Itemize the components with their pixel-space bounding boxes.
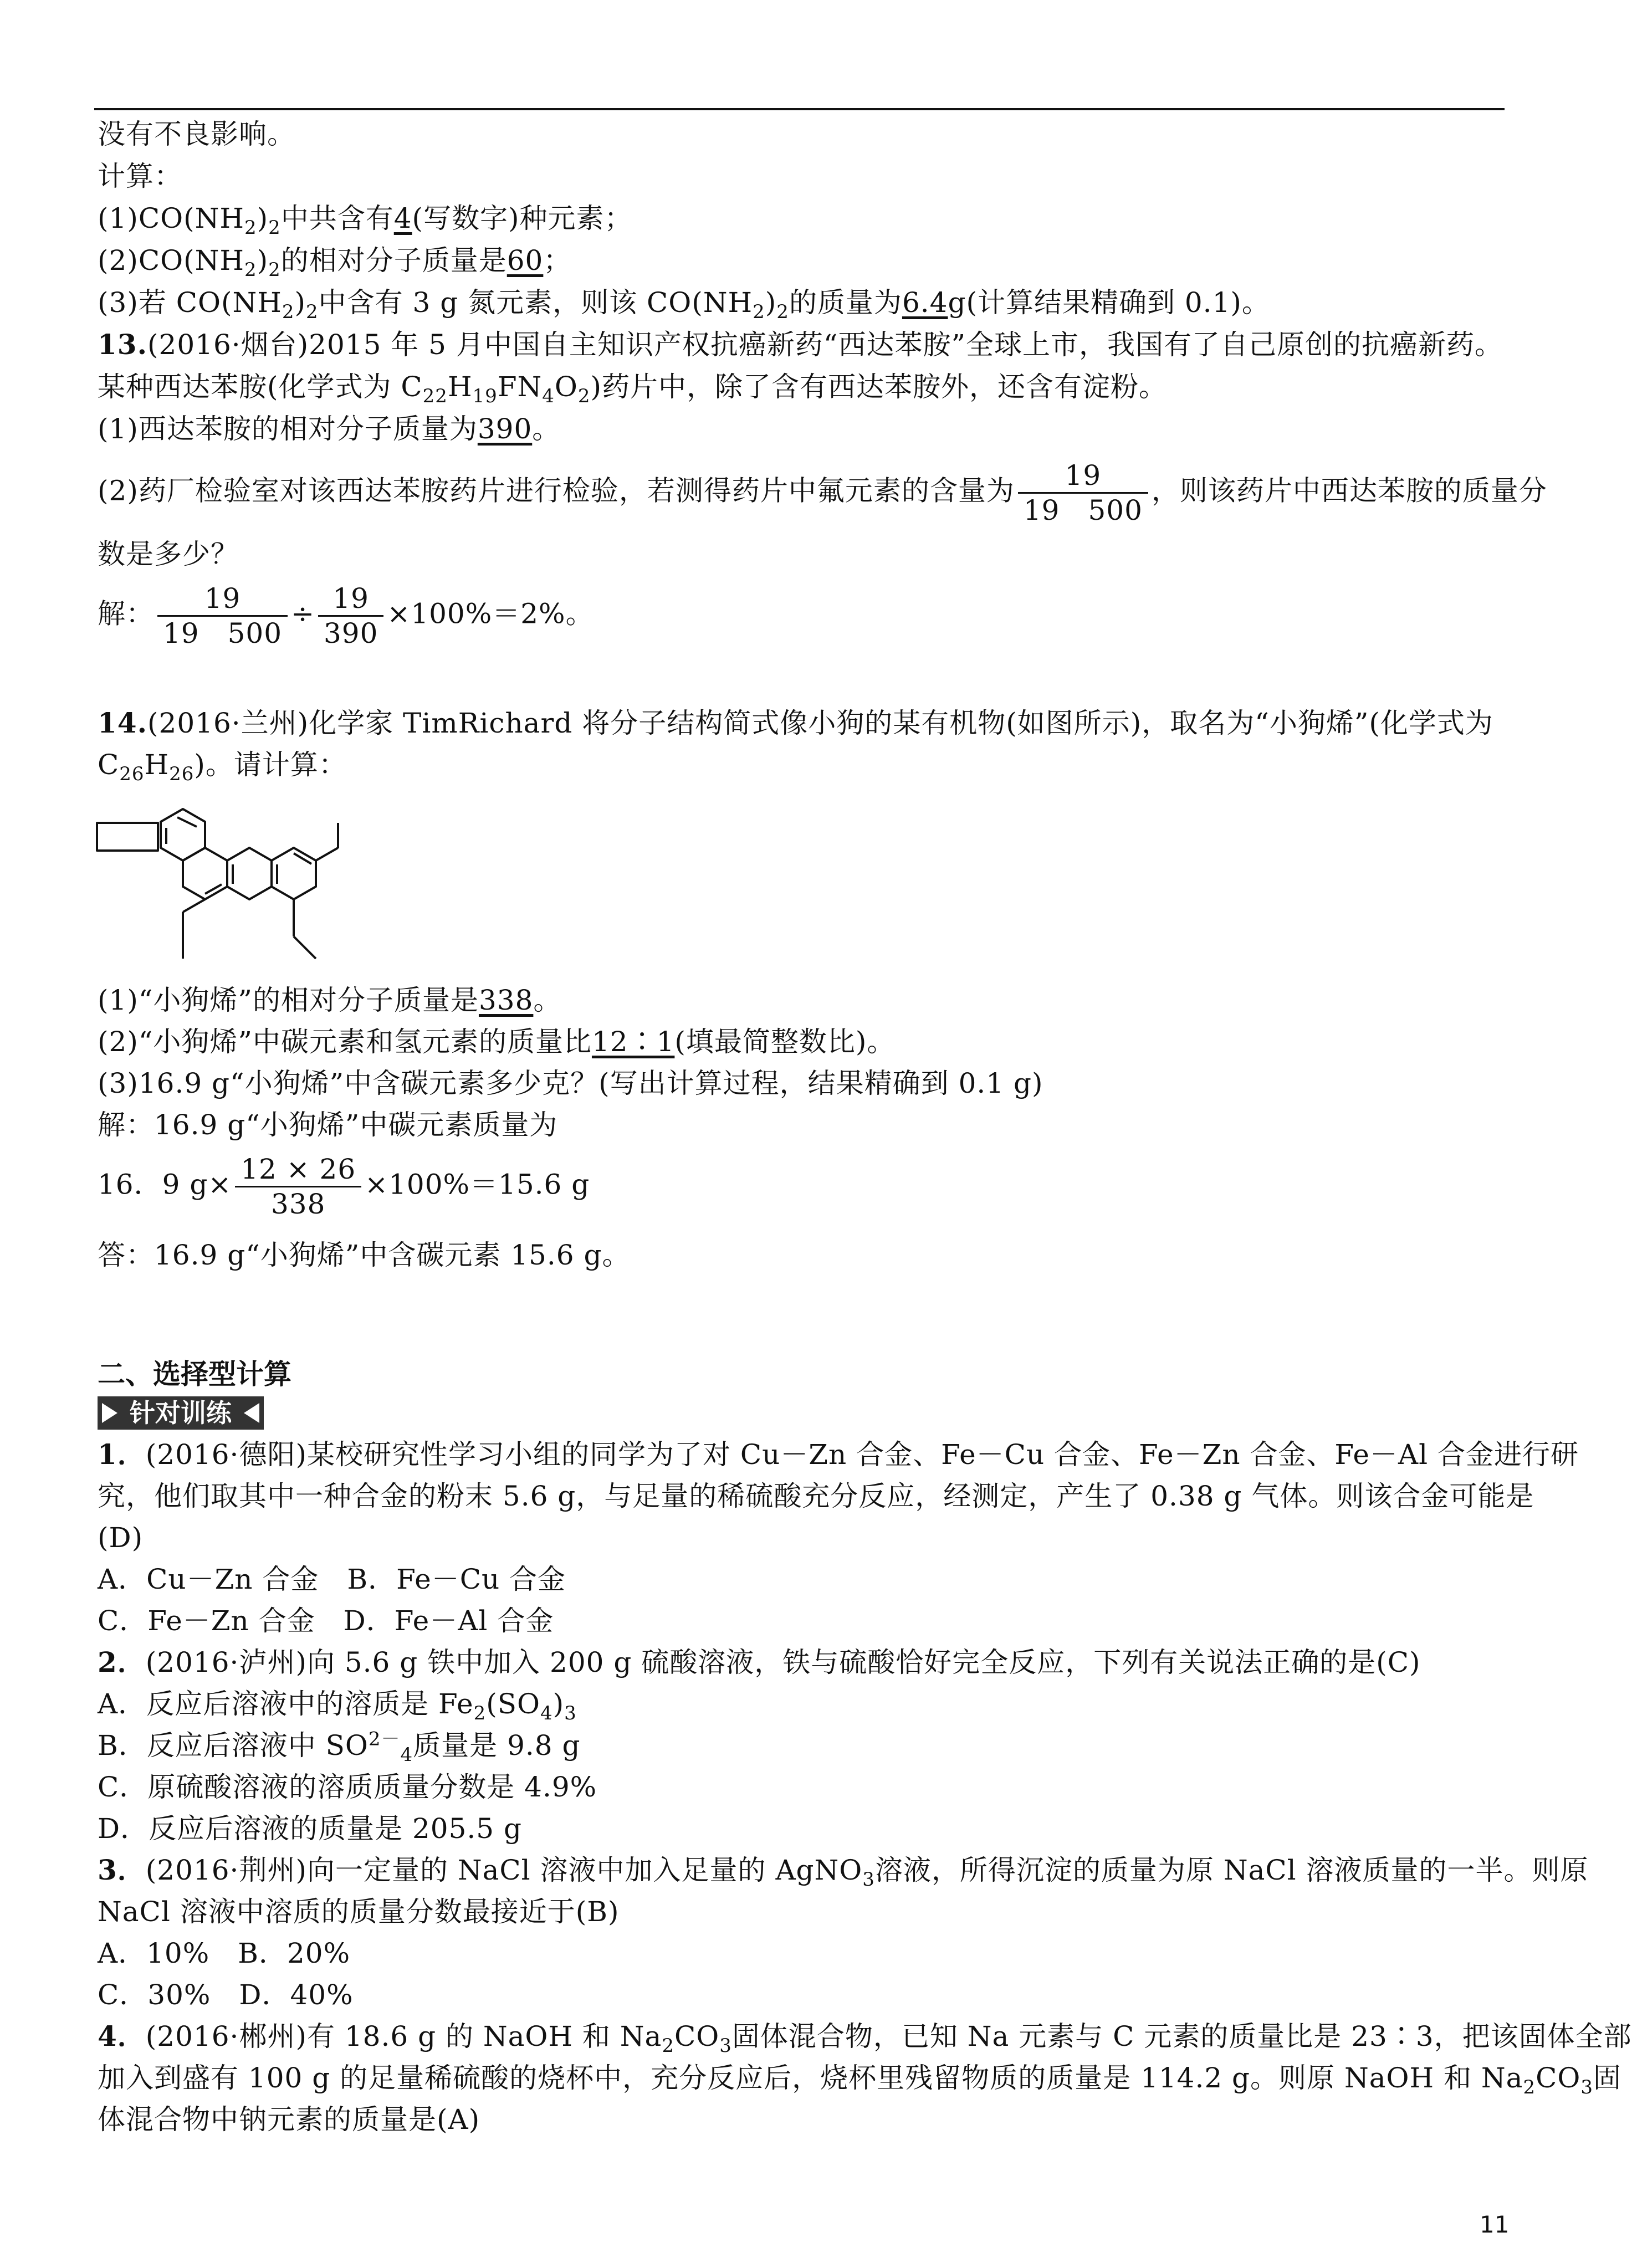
section-heading: 二、选择型计算 [98, 1358, 291, 1390]
q13-part1: (1)西达苯胺的相对分子质量为390。 [98, 413, 561, 445]
c3-line1: 3．(2016·荆州)向一定量的 NaCl 溶液中加入足量的 AgNO$_3$溶液，所得沉淀的质量为原 NaCl 溶液质量的一半。则原 [98, 1854, 1589, 1891]
question-number: 1． [98, 1438, 146, 1471]
page-number: 11 [1480, 2211, 1510, 2238]
question-number: 4． [98, 2020, 146, 2052]
c3-options: C．30% D．40% [98, 1979, 354, 2011]
question-number: 14. [98, 706, 147, 739]
text-line: 计算： [98, 160, 182, 192]
q12-part2: $(2)CO(NH_2)_2$的相对分子质量是60； [98, 244, 572, 281]
c2-option-b: B．反应后溶液中 $SO^{2-}_4$质量是 9.8 g [98, 1728, 581, 1766]
cyclobutane-ring [97, 823, 158, 851]
c1-options: A．Cu－Zn 合金 B．Fe－Cu 合金 [98, 1563, 566, 1595]
c4-line2: 加入到盛有 100 g 的足量稀硫酸的烧杯中，充分反应后，烧杯里残留物质的质量是 114.2 g。则原 NaOH 和 $Na_2CO_3$固 [98, 2062, 1621, 2098]
fraction: $\frac{19}{19 500}$ [1018, 459, 1148, 527]
c4-line1: 4．(2016·郴州)有 18.6 g 的 NaOH 和 $Na_2CO_3$固体混合物，已知 Na 元素与 C 元素的质量比是 23∶3，把该固体全部 [98, 2020, 1632, 2057]
q13-part2: (2)药厂检验室对该西达苯胺药片进行检验，若测得药片中氟元素的含量为 $\frac{19}{19 500}$ ，则该药片中西达苯胺的质量分 [98, 459, 1547, 526]
q14-solution: 解：16.9 g“小狗烯”中碳元素质量为 [98, 1109, 558, 1141]
answer: 60 [507, 244, 544, 277]
question-number: 3． [98, 1854, 146, 1886]
answer: 4 [393, 202, 412, 234]
q14-line2: $C_{26}H_{26}$)。请计算： [98, 749, 347, 785]
fraction: $\frac{19}{19 500}$ [157, 582, 288, 650]
header-rule [94, 108, 1505, 110]
answer: 338 [478, 984, 534, 1016]
molecule-structure [94, 792, 393, 992]
q13-line2: 某种西达苯胺(化学式为 $C_{22}H_{19}FN_4O_2$)药片中，除了含有西达苯胺外，还含有淀粉。 [98, 371, 1168, 407]
c4-line3: 体混合物中钠元素的质量是(A) [98, 2103, 480, 2136]
c2-option-d: D．反应后溶液的质量是 205.5 g [98, 1813, 523, 1845]
q14-part3: (3)16.9 g“小狗烯”中含碳元素多少克？(写出计算过程，结果精确到 0.1 g) [98, 1067, 1043, 1099]
answer: 390 [477, 413, 533, 445]
c1-options: C．Fe－Zn 合金 D．Fe－Al 合金 [98, 1605, 554, 1637]
c1-line1: 1．(2016·德阳)某校研究性学习小组的同学为了对 Cu－Zn 合金、Fe－Cu 合金、Fe－Zn 合金、Fe－Al 合金进行研 [98, 1438, 1579, 1471]
q14-line1: 14.(2016·兰州)化学家 TimRichard 将分子结构简式像小狗的某有机物(如图所示)，取名为“小狗烯”(化学式为 [98, 706, 1493, 739]
q14-part1: (1)“小狗烯”的相对分子质量是338。 [98, 984, 562, 1016]
practice-tag: 针对训练 [98, 1396, 264, 1430]
c2-line1: 2．(2016·泸州)向 5.6 g 铁中加入 200 g 硫酸溶液，铁与硫酸恰好完全反应，下列有关说法正确的是(C) [98, 1646, 1421, 1678]
answer: 12∶1 [591, 1026, 675, 1058]
question-number: 13. [98, 328, 147, 361]
c3-line2: NaCl 溶液中溶质的质量分数最接近于(B) [98, 1896, 620, 1928]
c3-options: A．10% B．20% [98, 1937, 351, 1969]
q13-part2-cont: 数是多少？ [98, 538, 239, 570]
fraction: $\frac{12 \times 26}{338}$ [235, 1153, 361, 1221]
q14-answer: 答：16.9 g“小狗烯”中含碳元素 15.6 g。 [98, 1239, 631, 1271]
question-number: 2． [98, 1646, 146, 1678]
c1-line3: (D) [98, 1522, 144, 1554]
answer: 6.4 [902, 286, 948, 319]
q12-part3: (3)若 $CO(NH_2)_2$中含有 3 g 氮元素，则该 $CO(NH_2)_2$的质量为6.4g(计算结果精确到 0.1)。 [98, 286, 1270, 323]
q14-part2: (2)“小狗烯”中碳元素和氢元素的质量比12∶1(填最简整数比)。 [98, 1026, 896, 1058]
c1-line2: 究，他们取其中一种合金的粉末 5.6 g，与足量的稀硫酸充分反应，经测定，产生了 0.38 g 气体。则该合金可能是 [98, 1480, 1534, 1512]
q13-line1: 13.(2016·烟台)2015 年 5 月中国自主知识产权抗癌新药“西达苯胺”全球上市，我国有了自己原创的抗癌新药。 [98, 328, 1503, 361]
q14-solution-formula: 16．9 g× $\frac{12 \times 26}{338}$ ×100%＝15.6 g [98, 1153, 590, 1220]
q12-part1: $(1)CO(NH_2)_2$中共含有4(写数字)种元素； [98, 202, 633, 239]
c2-option-c: C．原硫酸溶液的溶质质量分数是 4.9% [98, 1771, 597, 1803]
fraction: $\frac{19}{390}$ [318, 582, 383, 650]
q13-solution: 解： $\frac{19}{19 500}$ ÷ $\frac{19}{390}$ ×100%＝2%。 [98, 582, 594, 649]
c2-option-a: A．反应后溶液中的溶质是 $Fe_2(SO_4)_3$ [98, 1688, 577, 1724]
benzene-ring-2 [183, 848, 227, 899]
text-line: 没有不良影响。 [98, 118, 295, 150]
